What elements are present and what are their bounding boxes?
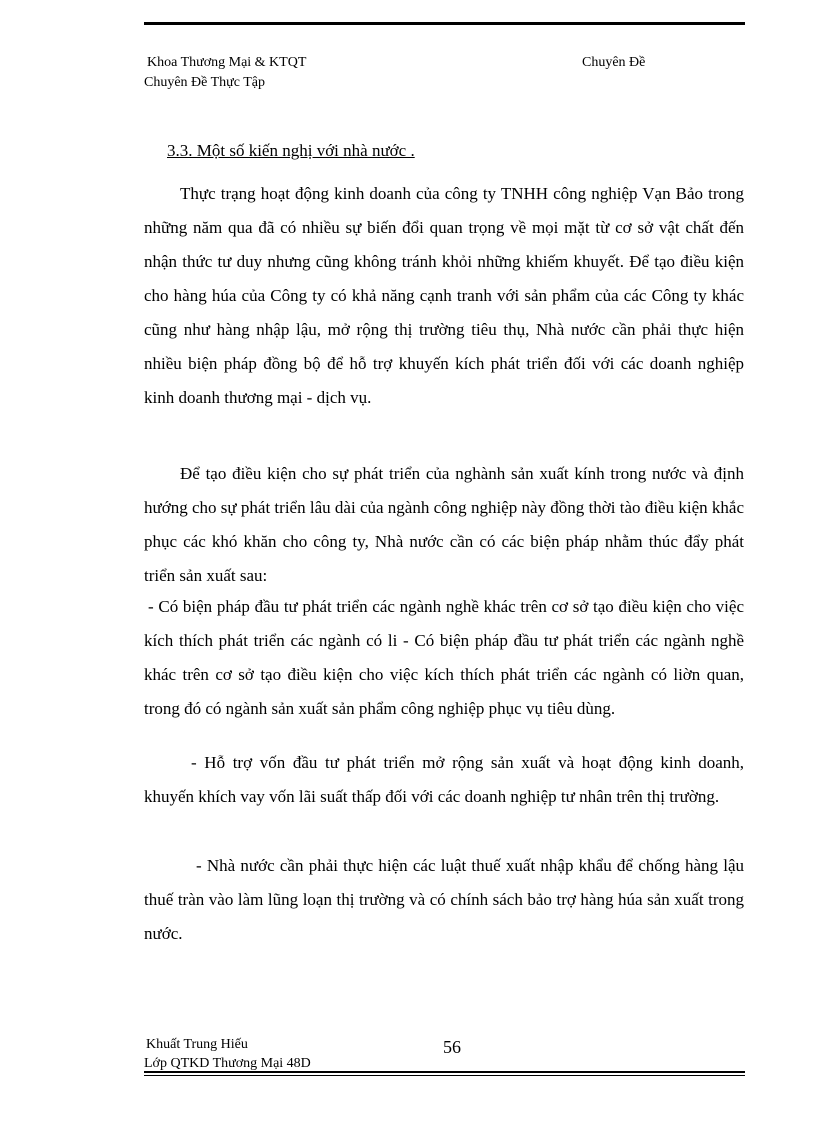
footer-author: Khuất Trung Hiếu	[146, 1037, 248, 1052]
header-rule	[144, 22, 745, 25]
section-heading: 3.3. Một số kiến nghị với nhà nước .	[167, 141, 415, 160]
header-faculty: Khoa Thương Mại & KTQT	[147, 55, 307, 70]
paragraph-measure-capital: - Hỗ trợ vốn đầu tư phát triển mở rộng sản xuất và hoạt động kinh doanh, khuyến khích vay vốn lãi suất thấp đối với các doanh nghiệp tư nhân trên thị trường.	[144, 753, 744, 806]
paragraph-intro: Thực trạng hoạt động kinh doanh của công ty TNHH công nghiệp Vạn Bảo trong những năm qua đã có nhiều sự biến đổi quan trọng về mọi mặt từ cơ sở vật chất đến nhận thức tư duy nhưng cũng không tránh khỏi những khiếm khuyết. Để tạo điều kiện cho hàng húa của Công ty có khả năng cạnh tranh với sản phẩm của các Công ty khác cũng như hàng nhập lậu, mở rộng thị trường tiêu thụ, Nhà nước cần phải thực hiện nhiều biện pháp đồng bộ để hỗ trợ khuyến kích phát triển đối với các doanh nghiệp kinh doanh thương mại - dịch vụ.	[144, 184, 744, 407]
footer-class: Lớp QTKD Thương Mại 48D	[144, 1056, 311, 1071]
paragraph-context: Để tạo điều kiện cho sự phát triển của nghành sản xuất kính trong nước và định hướng cho sự phát triển lâu dài của ngành công nghiệp này đồng thời tào điều kiện khắc phục các khó khăn cho công ty, Nhà nước cần có các biện pháp nhằm thúc đẩy phát triển sản xuất sau:	[144, 464, 744, 585]
paragraph-measure-tax: - Nhà nước cần phải thực hiện các luật thuế xuất nhập khẩu để chống hàng lậu thuế tràn vào làm lũng loạn thị trường và có chính sách bảo trợ hàng húa sản xuất trong nước.	[144, 856, 744, 943]
page-number: 56	[443, 1037, 461, 1057]
header-right-label: Chuyên Đề	[582, 55, 646, 70]
footer-rule-thin	[144, 1075, 745, 1076]
header-report-type: Chuyên Đề Thực Tập	[144, 75, 265, 90]
footer-rule-thick	[144, 1071, 745, 1073]
paragraph-measure-investment: - Có biện pháp đầu tư phát triển các ngành nghề khác trên cơ sở tạo điều kiện cho việc kích thích phát triển các ngành có li - Có biện pháp đầu tư phát triển các ngành nghề khác trên cơ sở tạo điều kiện cho việc kích thích phát triển các ngành có liờn quan, trong đó có ngành sản xuất sản phẩm công nghiệp phục vụ tiêu dùng.	[144, 597, 744, 718]
